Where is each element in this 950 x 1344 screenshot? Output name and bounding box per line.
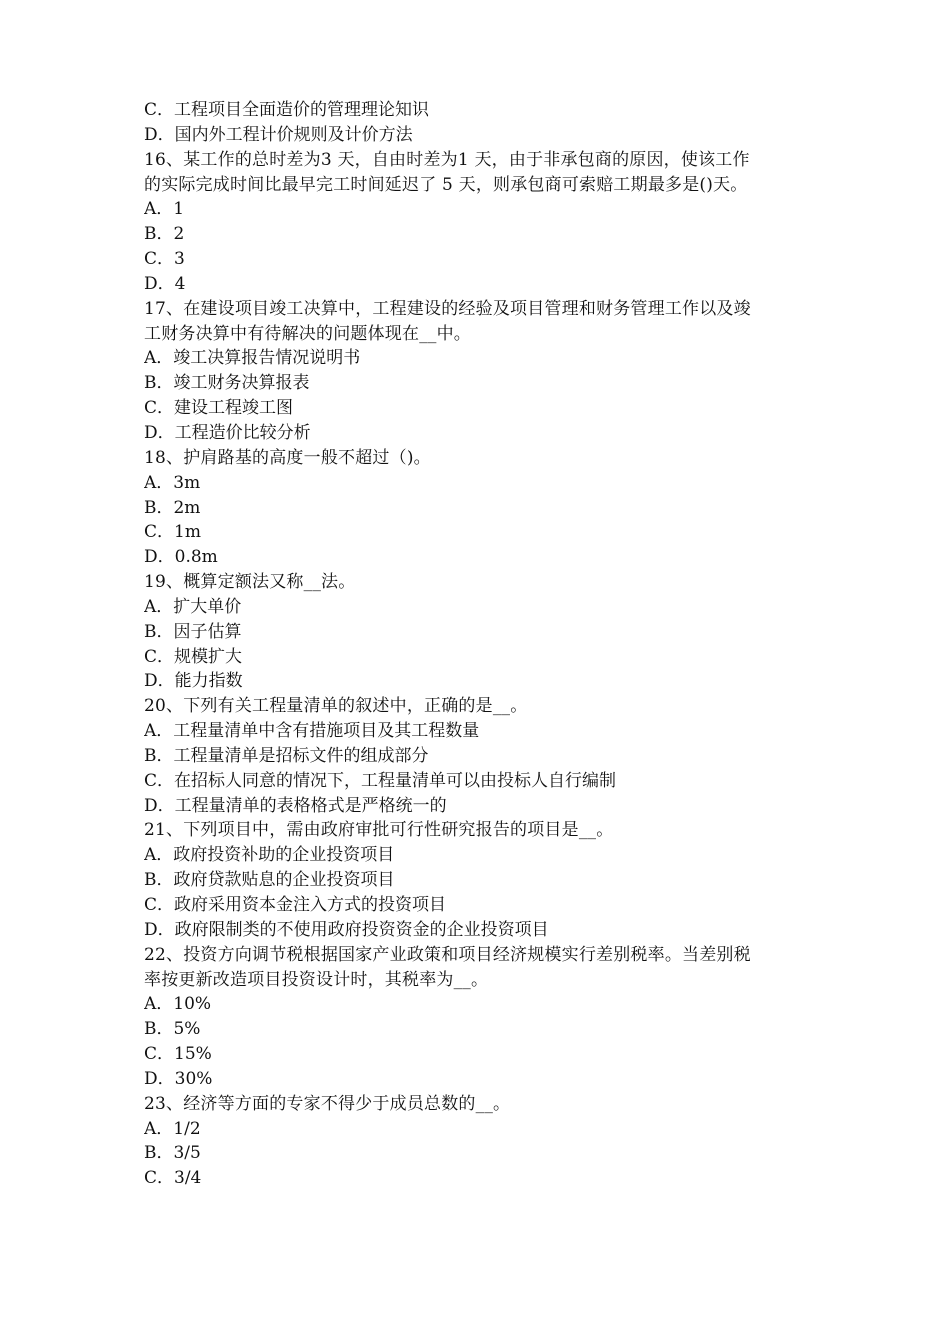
answer-option-line: B．2m (144, 497, 201, 518)
answer-option-line: D．国内外工程计价规则及计价方法 (144, 124, 413, 145)
answer-option-line: D．0.8m (144, 547, 218, 568)
answer-option-line: C．3 (144, 249, 185, 270)
answer-option-line: D．30% (144, 1068, 213, 1089)
answer-option-line: C．政府采用资本金注入方式的投资项目 (144, 895, 447, 915)
answer-option-line: A．工程量清单中含有措施项目及其工程数量 (144, 721, 480, 742)
question-text-line: 16、某工作的总时差为3 天，自由时差为1 天，由于非承包商的原因，使该工作 (144, 149, 750, 170)
answer-option-line: B．5% (144, 1019, 201, 1040)
answer-option-line: D．政府限制类的不使用政府投资资金的企业投资项目 (144, 919, 549, 940)
answer-option-line: A．竣工决算报告情况说明书 (144, 348, 361, 369)
answer-option-line: B．2 (144, 224, 185, 245)
question-text-line: 的实际完成时间比最早完工时间延迟了 5 天，则承包商可索赔工期最多是()天。 (144, 174, 748, 195)
question-text-line: 22、投资方向调节税根据国家产业政策和项目经济规模实行差别税率。当差别税 (144, 944, 751, 965)
question-text-line: 20、下列有关工程量清单的叙述中，正确的是__。 (144, 696, 528, 717)
answer-option-line: B．工程量清单是招标文件的组成部分 (144, 745, 429, 766)
answer-option-line: A．1/2 (144, 1118, 201, 1139)
answer-option-line: C．1m (144, 522, 201, 543)
answer-option-line: B．政府贷款贴息的企业投资项目 (144, 870, 395, 891)
question-text-line: 18、护肩路基的高度一般不超过（)。 (144, 447, 431, 468)
answer-option-line: A．扩大单价 (144, 596, 242, 617)
answer-option-line: A．3m (144, 472, 201, 493)
answer-option-line: C．在招标人同意的情况下，工程量清单可以由投标人自行编制 (144, 770, 617, 791)
answer-option-line: C．建设工程竣工图 (144, 398, 294, 419)
question-text-line: 21、下列项目中，需由政府审批可行性研究报告的项目是__。 (144, 820, 614, 841)
answer-option-line: D．工程造价比较分析 (144, 422, 311, 443)
answer-option-line: A．政府投资补助的企业投资项目 (144, 845, 395, 866)
answer-option-line: C．规模扩大 (144, 646, 243, 667)
question-text-line: 工财务决算中有待解决的问题体现在__中。 (144, 323, 471, 344)
answer-option-line: C．15% (144, 1044, 212, 1065)
answer-option-line: B．3/5 (144, 1143, 201, 1164)
question-text-line: 17、在建设项目竣工决算中，工程建设的经验及项目管理和财务管理工作以及竣 (144, 298, 751, 319)
question-text-line: 23、经济等方面的专家不得少于成员总数的__。 (144, 1093, 511, 1114)
answer-option-line: C．3/4 (144, 1168, 202, 1189)
question-text-line: 率按更新改造项目投资设计时，其税率为__。 (144, 969, 489, 990)
answer-option-line: A．1 (144, 199, 185, 220)
answer-option-line: D．4 (144, 273, 186, 294)
answer-option-line: A．10% (144, 994, 212, 1015)
question-text-line: 19、概算定额法又称__法。 (144, 572, 356, 593)
answer-option-line: B．竣工财务决算报表 (144, 373, 310, 394)
document-body (144, 98, 812, 1191)
answer-option-line: D．能力指数 (144, 671, 243, 692)
answer-option-line: B．因子估算 (144, 621, 242, 642)
answer-option-line: C．工程项目全面造价的管理理论知识 (144, 100, 430, 120)
answer-option-line: D．工程量清单的表格格式是严格统一的 (144, 795, 447, 816)
